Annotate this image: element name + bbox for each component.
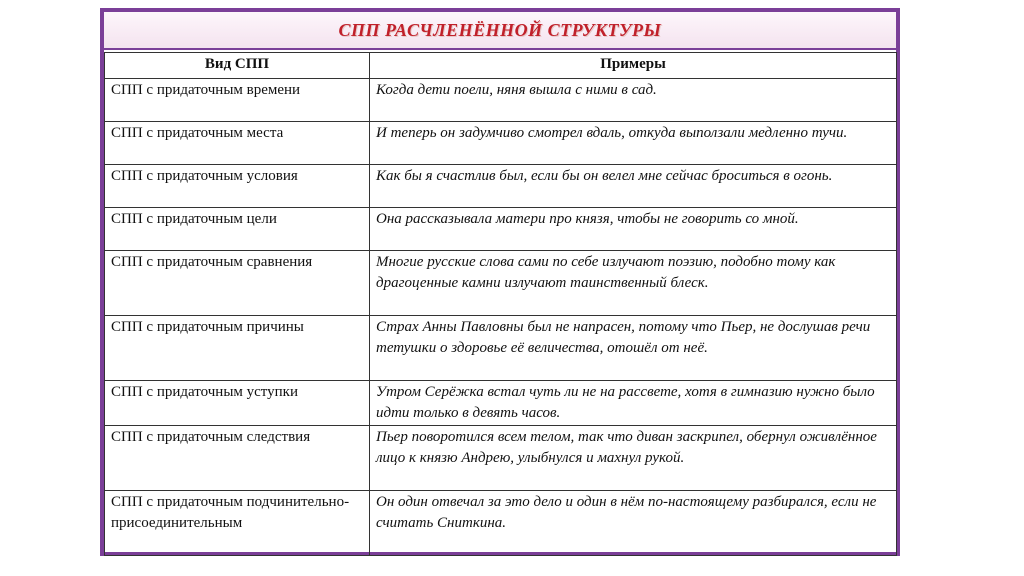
table-row bbox=[105, 79, 897, 122]
table-row bbox=[105, 381, 897, 426]
table-row bbox=[105, 251, 897, 316]
row-example: И теперь он задумчиво смотрел вдаль, откуда выползали медленно тучи. bbox=[370, 122, 897, 165]
row-example: Она рассказывала матери про князя, чтобы не говорить со мной. bbox=[370, 208, 897, 251]
row-kind: СПП с придаточным времени bbox=[105, 79, 370, 122]
column-header-kind: Вид СПП bbox=[105, 53, 370, 79]
spp-table bbox=[104, 52, 897, 556]
row-kind: СПП с придаточным сравнения bbox=[105, 251, 370, 316]
title-bar bbox=[104, 12, 896, 50]
table-row bbox=[105, 316, 897, 381]
row-example: Утром Серёжка встал чуть ли не на рассвете, хотя в гимназию нужно было идти только в девять часов. bbox=[370, 381, 897, 426]
row-example: Когда дети поели, няня вышла с ними в сад. bbox=[370, 79, 897, 122]
row-kind: СПП с придаточным подчинительно-присоединительным bbox=[105, 491, 370, 556]
row-kind: СПП с придаточным следствия bbox=[105, 426, 370, 491]
table-row bbox=[105, 426, 897, 491]
row-kind: СПП с придаточным места bbox=[105, 122, 370, 165]
table-row bbox=[105, 491, 897, 556]
row-example: Он один отвечал за это дело и один в нём по-настоящему разбирался, если не считать Сниткина. bbox=[370, 491, 897, 556]
row-kind: СПП с придаточным причины bbox=[105, 316, 370, 381]
table-row bbox=[105, 122, 897, 165]
table-row bbox=[105, 165, 897, 208]
slide-frame bbox=[100, 8, 900, 556]
row-kind: СПП с придаточным цели bbox=[105, 208, 370, 251]
table-row bbox=[105, 208, 897, 251]
row-example: Пьер поворотился всем телом, так что диван заскрипел, обернул оживлённое лицо к князю Андрею, улыбнулся и махнул рукой. bbox=[370, 426, 897, 491]
row-example: Страх Анны Павловны был не напрасен, потому что Пьер, не дослушав речи тетушки о здоровье её величества, отошёл от неё. bbox=[370, 316, 897, 381]
column-header-examples: Примеры bbox=[370, 53, 897, 79]
table-header-row bbox=[105, 53, 897, 79]
row-example: Многие русские слова сами по себе излучают поэзию, подобно тому как драгоценные камни излучают таинственный блеск. bbox=[370, 251, 897, 316]
row-kind: СПП с придаточным уступки bbox=[105, 381, 370, 426]
row-kind: СПП с придаточным условия bbox=[105, 165, 370, 208]
page-title: СПП РАСЧЛЕНЁННОЙ СТРУКТУРЫ bbox=[338, 19, 662, 40]
row-example: Как бы я счастлив был, если бы он велел мне сейчас броситься в огонь. bbox=[370, 165, 897, 208]
